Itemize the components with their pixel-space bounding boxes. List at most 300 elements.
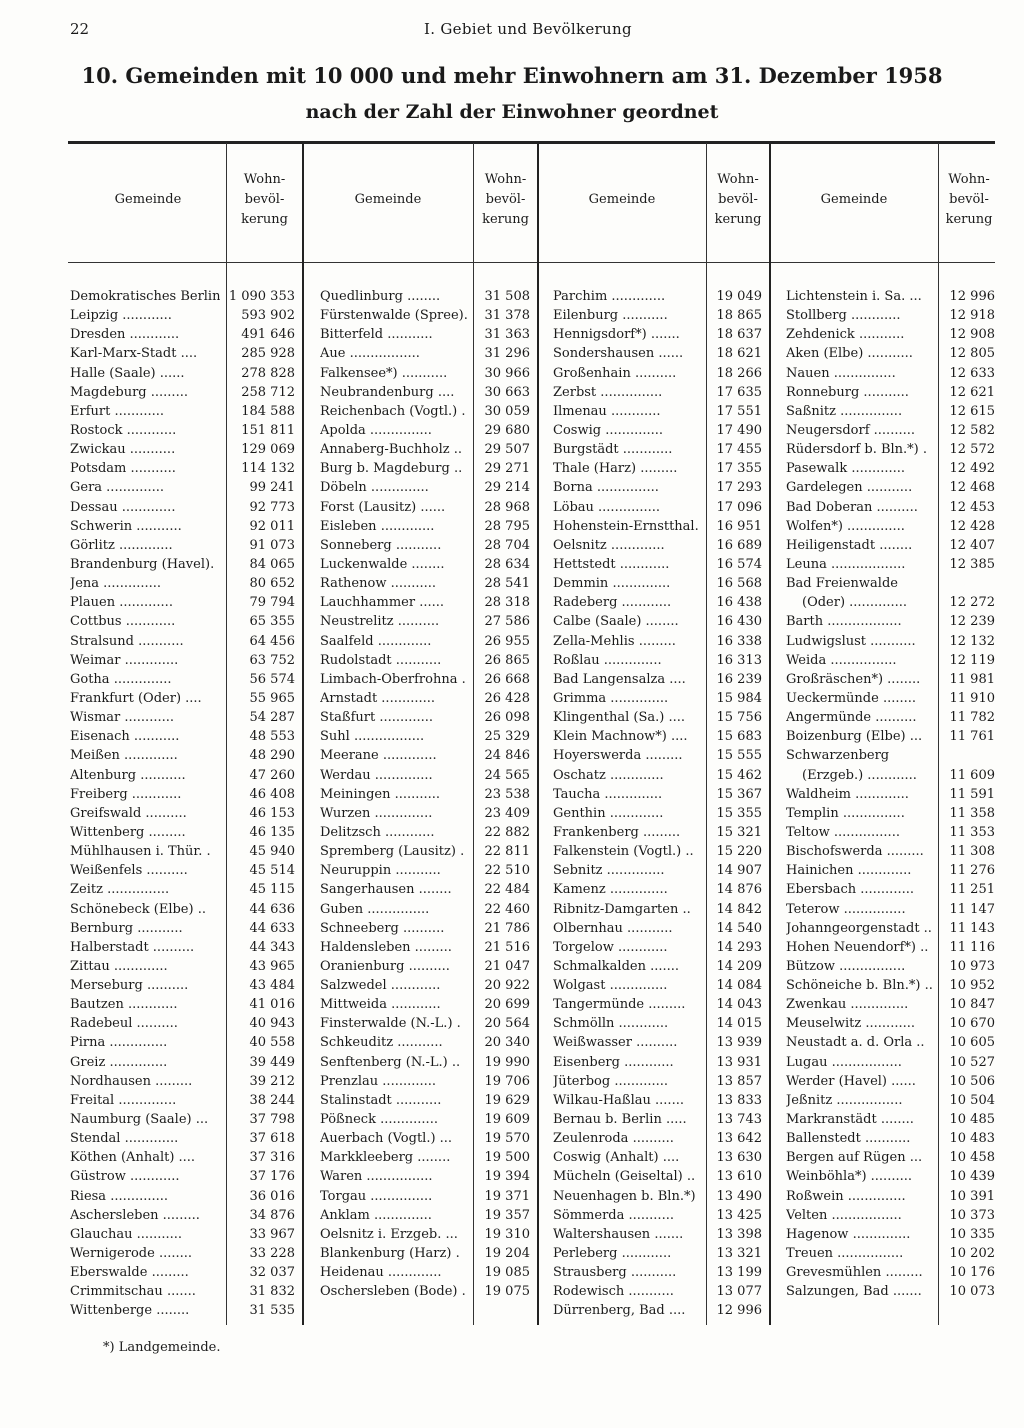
gemeinde-name — [320, 842, 470, 861]
gemeinde-label: Karl-Marx-Stadt — [70, 346, 177, 362]
einwohner-value: 79 794 — [249, 595, 295, 611]
gemeinde-label: Waldheim — [786, 786, 852, 802]
gemeinde-name — [786, 1225, 936, 1244]
gemeinde-name — [786, 938, 936, 957]
gemeinde-name — [786, 478, 936, 497]
einwohner-value: 29 271 — [484, 461, 530, 477]
einwohner-value: 12 132 — [949, 633, 995, 649]
einwohner-value: 44 636 — [249, 901, 295, 917]
gemeinde-label: Brandenburg (Havel) — [70, 556, 211, 572]
einwohner-value: 19 204 — [484, 1246, 530, 1262]
leader-dots: ................ — [829, 824, 900, 840]
einwohner-value: 36 016 — [249, 1188, 295, 1204]
einwohner-value: 13 642 — [716, 1131, 762, 1147]
einwohner-value: 17 355 — [716, 461, 762, 477]
gemeinde-column-1 — [70, 287, 220, 1321]
gemeinde-label: Cottbus — [70, 614, 122, 630]
gemeinde-label: Ballenstedt — [786, 1131, 861, 1147]
einwohner-value: 19 609 — [484, 1112, 530, 1128]
gemeinde-name — [320, 1091, 470, 1110]
header-wohnbevoelkerung — [227, 170, 302, 230]
einwohner-value: 28 541 — [484, 576, 530, 592]
leader-dots: ....... — [650, 1092, 684, 1108]
gemeinde-label: Ilmenau — [553, 403, 607, 419]
einwohner-value: 12 453 — [949, 499, 995, 515]
gemeinde-label: Forst (Lausitz) — [320, 499, 417, 515]
gemeinde-name — [553, 478, 703, 497]
gemeinde-name — [553, 727, 703, 746]
gemeinde-label: Naumburg (Saale) — [70, 1112, 192, 1128]
einwohner-value: 28 318 — [484, 595, 530, 611]
einwohner-value: 11 147 — [949, 901, 995, 917]
gemeinde-name — [320, 325, 470, 344]
gemeinde-name — [553, 995, 703, 1014]
gemeinde-name — [70, 402, 220, 421]
einwohner-value: 12 468 — [949, 480, 995, 496]
leader-dots: ....... — [650, 1226, 684, 1242]
gemeinde-name — [786, 1053, 936, 1072]
gemeinde-label: Leipzig — [70, 308, 119, 324]
leader-dots: ............ — [861, 1016, 915, 1032]
gemeinde-name — [320, 1187, 470, 1206]
gemeinde-name — [320, 900, 470, 919]
leader-dots: ......... — [150, 1073, 193, 1089]
leader-dots: .......... — [866, 1169, 912, 1185]
gemeinde-name — [786, 421, 936, 440]
gemeinde-name — [786, 306, 936, 325]
gemeinde-name — [553, 344, 703, 363]
leader-dots: ............ — [121, 614, 176, 630]
einwohner-value: 12 996 — [716, 1303, 762, 1319]
gemeinde-label: Apolda — [320, 422, 366, 438]
leader-dots: .......... — [393, 614, 440, 630]
gemeinde-label: Coswig (Anhalt) — [553, 1150, 659, 1166]
gemeinde-name — [70, 1148, 220, 1167]
header-gemeinde: Gemeinde — [114, 192, 182, 207]
leader-dots: ....... — [162, 1284, 196, 1300]
leader-dots: ................ — [362, 1169, 433, 1185]
einwohner-value: 18 621 — [716, 346, 762, 362]
einwohner-value: 17 490 — [716, 422, 762, 438]
einwohner-value: 12 407 — [949, 537, 995, 553]
gemeinde-name — [553, 766, 703, 785]
leader-dots: ........ — [878, 690, 917, 706]
gemeinde-name — [786, 708, 936, 727]
gemeinde-name — [320, 555, 470, 574]
einwohner-value: 12 582 — [949, 422, 995, 438]
leader-dots: ........... — [390, 786, 441, 802]
gemeinde-label: Stollberg — [786, 308, 847, 324]
gemeinde-label: Weißenfels — [70, 863, 143, 879]
gemeinde-name — [70, 823, 220, 842]
gemeinde-column-2 — [320, 287, 470, 1301]
einwohner-value: 15 462 — [716, 767, 762, 783]
einwohner-value: 39 449 — [249, 1054, 295, 1070]
einwohner-value: 10 335 — [949, 1226, 995, 1242]
einwohner-column-1 — [227, 287, 295, 1321]
gemeinde-name — [70, 593, 220, 612]
gemeinde-label: Riesa — [70, 1188, 107, 1204]
gemeinde-name — [70, 632, 220, 651]
einwohner-value: 11 591 — [949, 786, 995, 802]
leader-dots: . — [463, 308, 468, 324]
einwohner-value: 28 795 — [484, 518, 530, 534]
einwohner-value: 10 973 — [949, 958, 995, 974]
einwohner-value: 15 683 — [716, 729, 762, 745]
leader-dots: .............. — [601, 422, 664, 438]
leader-dots: . — [457, 403, 466, 419]
gemeinde-name — [553, 861, 703, 880]
leader-dots: .. — [449, 461, 463, 477]
gemeinde-name — [786, 440, 936, 459]
leader-dots: ............. — [847, 461, 906, 477]
gemeinde-name — [70, 383, 220, 402]
einwohner-value: 16 430 — [716, 614, 762, 630]
einwohner-value: 13 199 — [716, 1265, 762, 1281]
gemeinde-name — [320, 1263, 470, 1282]
gemeinde-name — [70, 1282, 220, 1301]
gemeinde-name — [786, 1148, 936, 1167]
leader-dots: ............ — [619, 1054, 674, 1070]
gemeinde-label: Annaberg-Buchholz — [320, 442, 450, 458]
leader-dots: .. — [912, 1035, 925, 1051]
einwohner-value: 54 287 — [249, 710, 295, 726]
gemeinde-name — [320, 880, 470, 899]
gemeinde-name — [786, 900, 936, 919]
gemeinde-label: Thale (Harz) — [553, 461, 637, 477]
einwohner-value: 39 212 — [249, 1073, 295, 1089]
gemeinde-name — [786, 1263, 936, 1282]
gemeinde-label: Dessau — [70, 499, 118, 515]
gemeinde-name — [553, 555, 703, 574]
einwohner-value: 22 811 — [484, 844, 530, 860]
leader-dots: ............. — [606, 537, 665, 553]
gemeinde-name — [320, 459, 470, 478]
einwohner-value: 15 555 — [716, 748, 762, 764]
gemeinde-label: Freiberg — [70, 786, 128, 802]
leader-dots: .......... — [132, 1016, 178, 1032]
leader-dots: .............. — [842, 518, 905, 534]
gemeinde-name — [70, 478, 220, 497]
einwohner-value: 41 016 — [249, 997, 295, 1013]
einwohner-value: 32 037 — [249, 1265, 295, 1281]
gemeinde-label: Oschatz — [553, 767, 606, 783]
einwohner-value: 22 484 — [484, 882, 530, 898]
einwohner-value: 30 059 — [484, 403, 530, 419]
gemeinde-label: Demokratisches Berlin — [70, 289, 220, 304]
einwohner-value: 14 293 — [716, 939, 762, 955]
leader-dots: . — [457, 1284, 466, 1300]
leader-dots: .......... — [142, 863, 188, 879]
gemeinde-label: Jüterbog — [553, 1073, 611, 1089]
einwohner-value: 12 492 — [949, 461, 995, 477]
gemeinde-name — [70, 689, 220, 708]
gemeinde-name — [70, 574, 220, 593]
gemeinde-name — [553, 1225, 703, 1244]
gemeinde-name — [553, 402, 703, 421]
einwohner-value: 19 371 — [484, 1188, 530, 1204]
einwohner-value: 12 908 — [949, 327, 995, 343]
gemeinde-label: Teterow — [786, 901, 840, 917]
gemeinde-name — [70, 1053, 220, 1072]
einwohner-value: 11 116 — [949, 939, 995, 955]
leader-dots: ... — [435, 1131, 453, 1147]
gemeinde-label: Rudolstadt — [320, 652, 392, 668]
einwohner-value: 45 940 — [249, 844, 295, 860]
gemeinde-name — [553, 842, 703, 861]
leader-dots: .... — [174, 1150, 196, 1166]
leader-dots: ................. — [827, 1207, 902, 1223]
gemeinde-name — [786, 459, 936, 478]
leader-dots: ......... — [158, 1207, 200, 1223]
einwohner-value: 10 506 — [949, 1073, 995, 1089]
leader-dots: ............. — [851, 786, 909, 802]
gemeinde-name — [70, 1129, 220, 1148]
einwohner-value: 19 706 — [484, 1073, 530, 1089]
einwohner-value: 18 266 — [716, 365, 762, 381]
einwohner-value: 14 540 — [716, 920, 762, 936]
gemeinde-name — [786, 498, 936, 517]
gemeinde-name — [70, 708, 220, 727]
header-line: Wohn- — [484, 172, 527, 187]
gemeinde-label: Schneeberg — [320, 920, 399, 936]
gemeinde-name — [320, 727, 470, 746]
gemeinde-label: Weida — [786, 652, 827, 668]
gemeinde-label: Schwerin — [70, 518, 133, 534]
gemeinde-name — [320, 746, 470, 765]
leader-dots: .............. — [608, 576, 671, 592]
gemeinde-name — [553, 325, 703, 344]
gemeinde-label: Frankfurt (Oder) — [70, 690, 182, 706]
leader-dots: ........ — [154, 1246, 193, 1262]
gemeinde-label: Prenzlau — [320, 1073, 379, 1089]
gemeinde-label: Finsterwalde (N.-L.) — [320, 1016, 453, 1032]
leader-dots: ............. — [115, 595, 173, 611]
einwohner-value: 10 504 — [949, 1092, 995, 1108]
leader-dots: ........... — [859, 384, 909, 400]
einwohner-value: 10 605 — [949, 1035, 995, 1051]
leader-dots: ................. — [827, 1054, 902, 1070]
leader-dots: ............. — [378, 748, 437, 764]
leader-dots: ............. — [377, 690, 436, 706]
leader-dots: ............ — [386, 978, 441, 994]
gemeinde-name — [320, 1167, 470, 1186]
einwohner-value: 491 646 — [241, 327, 295, 343]
einwohner-value: 16 438 — [716, 595, 762, 611]
einwohner-value — [939, 574, 995, 593]
gemeinde-name — [320, 919, 470, 938]
leader-dots: ................ — [832, 1092, 903, 1108]
einwohner-value: 31 832 — [249, 1284, 295, 1300]
einwohner-value: 44 343 — [249, 939, 295, 955]
leader-dots: ......... — [144, 824, 186, 840]
header-line: bevöl- — [718, 192, 758, 207]
einwohner-value: 19 075 — [484, 1284, 530, 1300]
einwohner-value: 13 630 — [716, 1150, 762, 1166]
gemeinde-label: Wernigerode — [70, 1246, 155, 1262]
leader-dots: ........... — [866, 633, 916, 649]
gemeinde-name — [553, 1033, 703, 1052]
gemeinde-label: Aue — [320, 346, 346, 362]
gemeinde-name — [553, 612, 703, 631]
leader-dots: .... — [664, 710, 686, 726]
einwohner-value: 15 367 — [716, 786, 762, 802]
gemeinde-name — [70, 670, 220, 689]
einwohner-value: 19 357 — [484, 1207, 530, 1223]
leader-dots: ............. — [373, 633, 432, 649]
gemeinde-label: Hainichen — [786, 863, 854, 879]
gemeinde-label: Rostock — [70, 422, 123, 438]
gemeinde-name — [320, 440, 470, 459]
gemeinde-name — [70, 344, 220, 363]
gemeinde-name — [320, 383, 470, 402]
gemeinde-label: Genthin — [553, 805, 606, 821]
gemeinde-label: Luckenwalde — [320, 556, 408, 572]
gemeinde-name — [70, 746, 220, 765]
einwohner-value: 15 355 — [716, 805, 762, 821]
leader-dots: ............ — [120, 710, 174, 726]
einwohner-value: 31 363 — [484, 327, 530, 343]
einwohner-value: 17 293 — [716, 480, 762, 496]
gemeinde-label: Spremberg (Lausitz) — [320, 844, 456, 860]
einwohner-value: 10 847 — [949, 997, 995, 1013]
gemeinde-label: Staßfurt — [320, 710, 376, 726]
gemeinde-label: Schmalkalden — [553, 958, 646, 974]
gemeinde-label: Ribnitz-Damgarten — [553, 901, 679, 917]
einwohner-value: 15 220 — [716, 844, 762, 860]
leader-dots: ............ — [614, 1016, 669, 1032]
gemeinde-name — [553, 1091, 703, 1110]
einwohner-value: 13 321 — [716, 1246, 762, 1262]
gemeinde-name — [320, 1033, 470, 1052]
einwohner-value: 92 011 — [249, 518, 295, 534]
gemeinde-label: Pasewalk — [786, 461, 848, 477]
leader-dots: ............... — [366, 1188, 433, 1204]
leader-dots: ....... — [888, 1284, 922, 1300]
leader-dots: ............ — [617, 595, 672, 611]
gemeinde-name — [553, 785, 703, 804]
gemeinde-name — [786, 861, 936, 880]
leader-dots: ...... — [155, 365, 185, 381]
leader-dots: ............ — [125, 327, 180, 343]
leader-dots: .............. — [369, 1207, 432, 1223]
leader-dots: ......... — [882, 844, 924, 860]
gemeinde-name — [553, 670, 703, 689]
gemeinde-label: Zeulenroda — [553, 1131, 629, 1147]
leader-dots: ......... — [881, 1265, 923, 1281]
leader-dots: .............. — [605, 978, 668, 994]
gemeinde-name — [320, 1072, 470, 1091]
einwohner-value: 13 398 — [716, 1226, 762, 1242]
gemeinde-label: Merseburg — [70, 978, 143, 994]
gemeinde-label: Pößneck — [320, 1112, 376, 1128]
einwohner-value: 10 439 — [949, 1169, 995, 1185]
einwohner-value: 33 228 — [249, 1246, 295, 1262]
einwohner-value: 14 209 — [716, 958, 762, 974]
gemeinde-label: Mücheln (Geiseltal) — [553, 1169, 683, 1185]
gemeinde-name — [320, 574, 470, 593]
leader-dots: ............... — [835, 403, 903, 419]
gemeinde-label: Templin — [786, 805, 839, 821]
einwohner-value: 29 680 — [484, 422, 530, 438]
leader-dots: ............. — [383, 1265, 442, 1281]
leader-dots: ............ — [122, 422, 177, 438]
gemeinde-name — [320, 344, 470, 363]
gemeinde-name — [786, 689, 936, 708]
gemeinde-label: Neuenhagen b. Bln.*) — [553, 1188, 696, 1204]
gemeinde-label: Burg b. Magdeburg — [320, 461, 450, 477]
header-line: Wohn- — [717, 172, 759, 187]
gemeinde-label: Ludwigslust — [786, 633, 867, 649]
leader-dots: .......... — [869, 422, 915, 438]
einwohner-value: 20 340 — [484, 1035, 530, 1051]
leader-dots: .............. — [370, 767, 433, 783]
gemeinde-name — [553, 1187, 703, 1206]
gemeinde-name — [786, 1206, 936, 1225]
leader-dots: .......... — [631, 1035, 678, 1051]
gemeinde-label: Jeßnitz — [786, 1092, 833, 1108]
einwohner-value: 37 798 — [249, 1112, 295, 1128]
leader-dots: . — [455, 844, 465, 860]
einwohner-value: 10 373 — [949, 1207, 995, 1223]
leader-dots: ............ — [123, 997, 178, 1013]
einwohner-value: 26 865 — [484, 652, 530, 668]
gemeinde-label: Eisenberg — [553, 1054, 620, 1070]
gemeinde-label: Radeberg — [553, 595, 618, 611]
leader-dots: ............ — [110, 403, 165, 419]
gemeinde-label: Weinböhla*) — [786, 1169, 867, 1185]
gemeinde-label: Oranienburg — [320, 958, 405, 974]
leader-dots: ............ — [380, 824, 435, 840]
einwohner-value: 10 176 — [949, 1265, 995, 1281]
einwohner-value: 91 073 — [249, 537, 295, 553]
leader-dots: ........... — [391, 537, 442, 553]
gemeinde-label: Eisleben — [320, 518, 377, 534]
gemeinde-label: Rüdersdorf b. Bln.*) — [786, 442, 919, 458]
header-gemeinde: Gemeinde — [588, 192, 656, 207]
gemeinde-name — [553, 459, 703, 478]
gemeinde-label: Hohenstein-Ernstthal. — [553, 518, 699, 534]
leader-dots: .......... — [404, 958, 450, 974]
leader-dots: ............. — [856, 882, 914, 898]
gemeinde-name — [553, 1129, 703, 1148]
gemeinde-label: Delitzsch — [320, 824, 381, 840]
gemeinde-label: Roßwein — [786, 1188, 844, 1204]
gemeinde-label: Großenhain — [553, 365, 631, 381]
gemeinde-label: Olbernhau — [553, 920, 623, 936]
gemeinde-column-4 — [786, 287, 936, 1301]
leader-dots: ........... — [860, 1131, 911, 1147]
gemeinde-name — [320, 632, 470, 651]
gemeinde-label: Lauchhammer — [320, 595, 416, 611]
gemeinde-label: Torgau — [320, 1188, 367, 1204]
gemeinde-name — [786, 880, 936, 899]
gemeinde-label: Bernburg — [70, 920, 134, 936]
gemeinde-label: Velten — [786, 1207, 828, 1223]
gemeinde-label: Zerbst — [553, 384, 597, 400]
gemeinde-name — [786, 957, 936, 976]
einwohner-value: 17 551 — [716, 403, 762, 419]
gemeinde-label: Strausberg — [553, 1265, 627, 1281]
gemeinde-name — [786, 746, 936, 765]
gemeinde-label: Blankenburg (Harz) — [320, 1246, 452, 1262]
leader-dots: ............... — [363, 901, 430, 917]
leader-dots: .......... — [141, 805, 187, 821]
leader-dots: .......... — [630, 365, 677, 381]
gemeinde-name — [70, 1110, 220, 1129]
einwohner-value: 12 615 — [949, 403, 995, 419]
leader-dots: ........... — [134, 633, 184, 649]
